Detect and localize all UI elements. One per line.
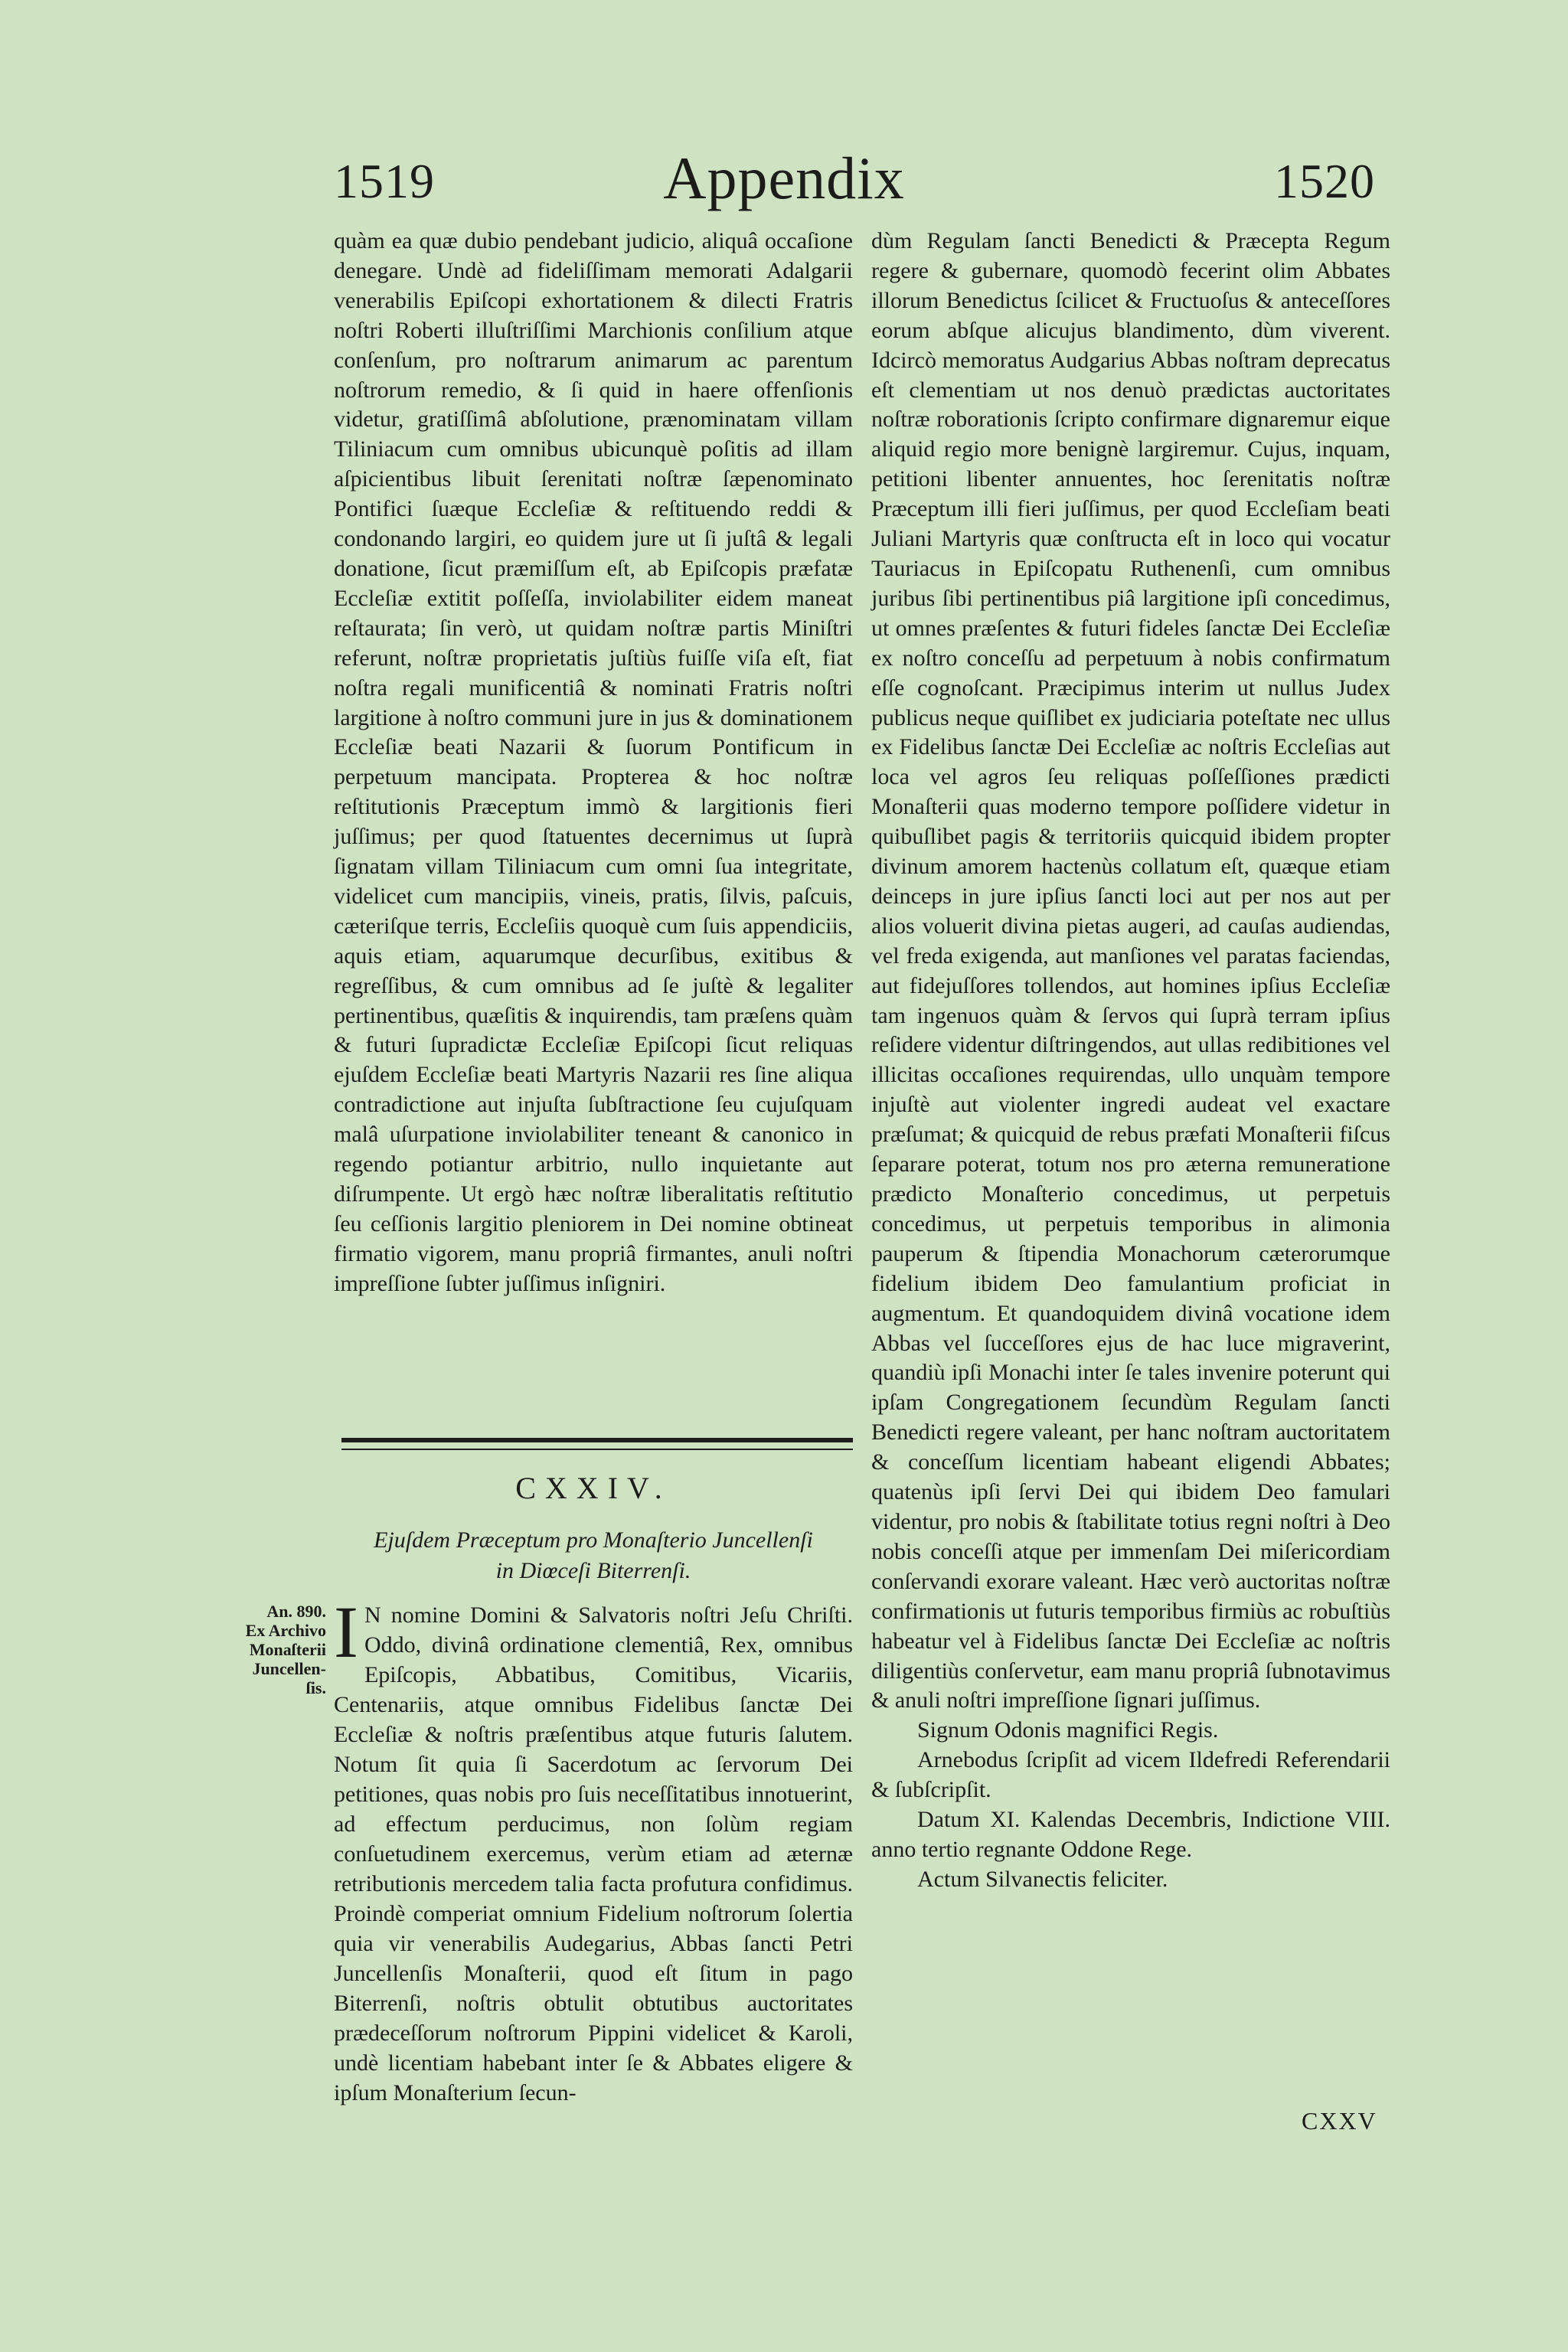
section-divider — [341, 1438, 853, 1450]
left-column — [334, 227, 853, 1299]
section-number: CXXIV. — [515, 1471, 671, 1505]
section-title-line-2: in Diœceſi Biterrenſi. — [495, 1558, 691, 1583]
catchword: CXXV — [1302, 2107, 1377, 2135]
section-title-line-1: Ejuſdem Præceptum pro Monaſterio Juncellenſi — [374, 1527, 813, 1553]
actum-line: Actum Silvanectis feliciter. — [917, 1866, 1168, 1892]
right-page-number: 1520 — [1274, 154, 1375, 208]
right-column-text: dùm Regulam ſancti Benedicti & Præcepta Regum regere & gubernare, quomodò fecerint olim Abbates illorum Benedictus ſcilicet & Fructuoſus & anteceſſores eorum abſque alicujus blandimento, dùm viverent. Idcircò memoratus Audgarius Abbas noſtram deprecatus eſt clementiam ut nos denuò prædictas auctoritates noſtræ roborationis ſcripto confirmare dignaremur eique aliquid regio more benignè largiremur. Cujus, inquam, petitioni libenter annuentes, hoc ſerenitatis noſtræ Præceptum illi fieri juſſimus, per quod Eccleſiam beati Juliani Martyris quæ conſtructa eſt in loco qui vocatur Tauriacus in Epiſcopatu Ruthenenſi, cum omnibus juribus ſibi pertinentibus piâ largitione ipſi concedimus, ut omnes præſentes & futuri fideles ſanctæ Dei Eccleſiæ ex noſtro conceſſu ad perpetuum à nobis confirmatum eſſe cognoſcant. Præcipimus interim ut nullus Judex publicus neque quiſlibet ex judiciaria poteſtate nec ullus ex Fidelibus ſanctæ Dei Eccleſiæ ac noſtris Eccleſias aut loca vel agros ſeu reliquas poſſeſſiones prædicti Monaſterii quas moderno tempore poſſidere videtur in quibuſlibet pagis & territoriis quicquid ibidem propter divinum amorem hactenùs collatum eſt, quæque etiam deinceps in jure ipſius ſancti loci aut per nos aut per alios voluerit divina pietas augeri, ad cauſas audiendas, vel freda exigenda, aut manſiones vel paratas faciendas, aut fidejuſſores tollendos, aut homines ipſius Eccleſiæ tam ingenuos quàm & ſervos qui ſuprà terram ipſius reſidere videntur diſtringendos, aut ullas redibitiones vel illicitas occaſiones requirendas, ullo unquàm tempore injuſtè aut violenter ingredi audeat vel exactare præſumat; & quicquid de rebus præfati Monaſterii fiſcus ſeparare poterat, totum nos pro æterna remuneratione prædicto Monaſterio concedimus, ut perpetuis concedimus, ut perpetuis temporibus in alimonia pauperum & ſtipendia Monachorum cæterorumque fidelium ibidem Deo famulantium proficiat in augmentum. Et quandoquidem divinâ vocatione idem Abbas vel ſucceſſores ejus de hac luce migraverint, quandiù ipſi Monachi inter ſe tales invenire poterunt qui ipſam Congregationem ſecundùm Regulam ſancti Benedicti regere valeant, per hanc noſtram auctoritatem & conceſſum licentiam habeant eligendi Abbates; quatenùs ipſi ſervi Dei qui ibidem Deo famulari videntur, pro nobis & ſtabilitate totius regni noſtri à Deo nobis conceſſi atque per immenſam Dei miſericordiam conſervandi exorare valeant. Hæc verò auctoritas noſtræ confirmationis ut futuris temporibus firmiùs ac robuſtiùs habeatur vel à Fidelibus ſanctæ Dei Eccleſiæ ac noſtris diligentiùs conſervetur, eam manu propriâ ſubnotavimus & anuli noſtri impreſſione ſignari juſſimus. — [871, 228, 1390, 1713]
section-title — [334, 1525, 853, 1586]
left-page-number: 1519 — [334, 154, 435, 208]
datum-line: Datum XI. Kalendas Decembris, Indictione VIII. anno tertio regnante Oddone Rege. — [871, 1807, 1390, 1862]
left-column-text: quàm ea quæ dubio pendebant judicio, aliquâ occaſione denegare. Undè ad fideliſſimam memorati Adalgarii venerabilis Epiſcopi exhortationem & dilecti Fratris noſtri Roberti illuſtriſſimi Marchionis conſilium atque conſenſum, pro noſtrarum animarum ac parentum noſtrorum remedio, & ſi quid in haere offenſionis videtur, gratiſſimâ abſolutione, prænominatam villam Tiliniacum cum omnibus ubicunquè poſitis ad illam aſpicientibus libuit ſerenitati noſtræ ſæpenominato Pontifici ſuæque Eccleſiæ & reſtituendo reddi & condonando largiri, eo quidem jure ut ſi juſtâ & legali donatione, ſicut præmiſſum eſt, ab Epiſcopis præfatæ Eccleſiæ extitit poſſeſſa, inviolabiliter eidem maneat reſtaurata; ſin verò, ut quidam noſtræ partis Miniſtri referunt, noſtræ proprietatis juſtiùs fuiſſe viſa eſt, fiat noſtra regali munificentiâ & nominati Fratris noſtri largitione à noſtro communi jure in jus & dominationem Eccleſiæ beati Nazarii & ſuorum Pontificum in perpetuum mancipata. Propterea & hoc noſtræ reſtitutionis Præceptum immò & largitionis fieri juſſimus; per quod ſtatuentes decernimus ut ſuprà ſignatam villam Tiliniacum cum omni ſua integritate, videlicet cum mancipiis, vineis, pratis, ſilvis, paſcuis, cæteriſque terris, Eccleſiis quoquè cum ſuis appendiciis, aquis etiam, aquarumque decurſibus, exitibus & regreſſibus, & cum omnibus ad ſe juſtè & legaliter pertinentibus, quæſitis & inquirendis, tam præſens quàm & futuri ſupradictæ Eccleſiæ Epiſcopi ſicut reliquas ejuſdem Eccleſiæ beati Martyris Nazarii res ſine aliqua contradictione aut injuſta ſubſtractione ſeu cujuſquam malâ uſurpatione inviolabiliter teneant & canonico in regendo potiantur arbitrio, nullo inquietante aut diſrumpente. Ut ergò hæc noſtræ liberalitatis reſtitutio ſeu ceſſionis largitio pleniorem in Dei nomine obtineat firmatio vigorem, manu propriâ firmantes, anuli noſtri impreſſione ſubter juſſimus inſigniri. — [334, 228, 853, 1296]
section-body — [334, 1591, 853, 2108]
section-body-text: N nomine Domini & Salvatoris noſtri Jeſu Chriſti. Oddo, divinâ ordinatione clementiâ, Rex, omnibus Epiſcopis, Abbatibus, Comitibus, Vicariis, Centenariis, atque omnibus Fidelibus ſanctæ Dei Eccleſiæ & noſtris præſentibus atque futuris ſalutem. Notum ſit quia ſi Sacerdotum ac ſervorum Dei petitiones, quas nobis pro ſuis neceſſitatibus innotuerint, ad effectum perducimus, non ſolùm regiam conſuetudinem exercemus, verùm etiam ad æternæ retributionis mercedem talia facta profutura confidimus. Proindè comperiat omnium Fidelium noſtrorum ſolertia quia vir venerabilis Audegarius, Abbas ſancti Petri Juncellenſis Monaſterii, quod eſt ſitum in pago Biterrenſi, noſtris obtulit obtutibus auctoritates prædeceſſorum noſtrorum Pippini videlicet & Karoli, undè licentiam habebant inter ſe & Abbates eligere & ipſum Monaſterium ſecun- — [334, 1602, 853, 2105]
signum-line: Signum Odonis magnifici Regis. — [917, 1717, 1219, 1743]
drop-cap: I — [334, 1591, 358, 1673]
referendary-line: Arnebodus ſcripſit ad vicem Ildefredi Referendarii & ſubſcripſit. — [871, 1747, 1390, 1803]
right-column — [871, 227, 1390, 1895]
running-title: Appendix — [663, 145, 905, 211]
margin-note: An. 890. Ex Archivo Monaſterii Juncellen- ſis. — [245, 1602, 326, 1697]
